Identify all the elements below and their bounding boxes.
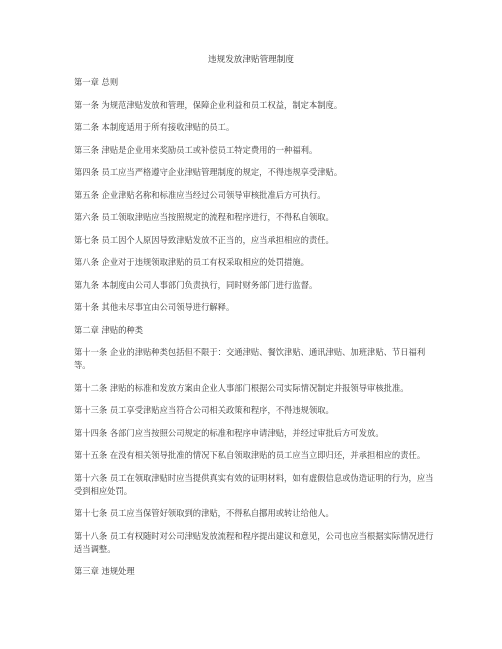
document-title: 违规发放津贴管理制度 (208, 55, 294, 65)
article-paragraph: 第十五条 在没有相关领导批准的情况下私自领取津贴的员工应当立即归还，并承担相应的责任。 (74, 450, 426, 460)
document-body (74, 76, 434, 588)
article-paragraph: 第十四条 各部门应当按照公司规定的标准和程序申请津贴，并经过审批后方可发放。 (74, 427, 384, 438)
article-paragraph: 第十三条 员工享受津贴应当符合公司相关政策和程序，不得违规领取。 (74, 405, 334, 415)
article-paragraph: 第二条 本制度适用于所有接收津贴的员工。 (74, 122, 235, 132)
chapter-heading: 第二章 津贴的种类 (74, 324, 144, 335)
chapter-heading: 第三章 违规处理 (74, 566, 135, 576)
article-paragraph: 第四条 员工应当严格遵守企业津贴管理制度的规定，不得违规享受津贴。 (74, 167, 343, 177)
article-paragraph: 第七条 员工因个人原因导致津贴发放不正当的，应当承担相应的责任。 (74, 234, 334, 245)
article-paragraph: 第五条 企业津贴名称和标准应当经过公司领导审核批准后方可执行。 (74, 189, 326, 200)
article-paragraph: 第三条 津贴是企业用来奖励员工或补偿员工特定费用的一种福利。 (74, 144, 318, 155)
article-paragraph: 第十七条 员工应当保管好领取到的津贴，不得私自挪用或转让给他人。 (74, 508, 334, 518)
article-paragraph: 第十条 其他未尽事宜由公司领导进行解释。 (74, 302, 235, 312)
article-paragraph: 第十六条 员工在领取津贴时应当提供真实有效的证明材料，如有虚假信息或伪造证明的行为，应当受到相应处罚。 (74, 472, 434, 496)
article-paragraph: 第六条 员工领取津贴应当按照规定的流程和程序进行，不得私自领取。 (74, 212, 334, 222)
article-paragraph: 第十二条 津贴的标准和发放方案由企业人事部门根据公司实际情况制定并报领导审核批准。 (74, 382, 409, 393)
article-paragraph: 第八条 企业对于违规领取津贴的员工有权采取相应的处罚措施。 (74, 257, 309, 267)
article-paragraph: 第九条 本制度由公司人事部门负责执行，同时财务部门进行监督。 (74, 279, 318, 290)
chapter-heading: 第一章 总则 (74, 77, 119, 87)
article-paragraph: 第十八条 员工有权随时对公司津贴发放流程和程序提出建议和意见，公司也应当根据实际情况进行适当调整。 (74, 530, 434, 554)
article-paragraph: 第十一条 企业的津贴种类包括但不限于：交通津贴、餐饮津贴、通讯津贴、加班津贴、节日福利等。 (74, 347, 426, 370)
article-paragraph: 第一条 为规范津贴发放和管理，保障企业利益和员工权益，制定本制度。 (74, 99, 343, 110)
